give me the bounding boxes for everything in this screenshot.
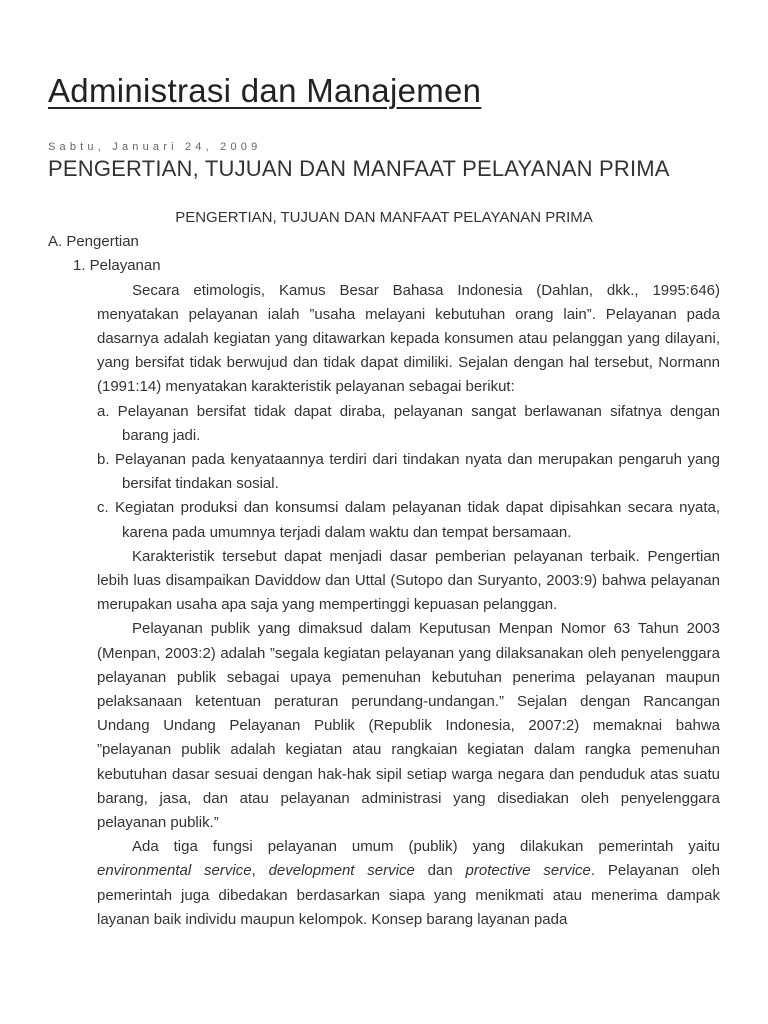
list-item-a: a. Pelayanan bersifat tidak dapat diraba, pelayanan sangat berlawanan sifatnya dengan barang jadi. (97, 402, 720, 444)
paragraph-1: Secara etimologis, Kamus Besar Bahasa Indonesia (Dahlan, dkk., 1995:646) menyatakan pelayanan ialah ”usaha melayani kebutuhan orang lain”. Pelayanan pada dasarnya adalah kegiatan yang ditawarkan kepada konsumen atau pelanggan yang dilayani, yang bersifat tidak berwujud dan tidak dapat dimiliki. Sejalan dengan hal tersebut, Normann (1991:14) menyatakan karakteristik pelayanan sebagai berikut: (97, 281, 720, 396)
post-date: Sabtu, Januari 24, 2009 (48, 141, 262, 153)
term-protective-service: protective service (465, 862, 591, 880)
body-center-title: PENGERTIAN, TUJUAN DAN MANFAAT PELAYANAN PRIMA (175, 209, 593, 226)
post-title: PENGERTIAN, TUJUAN DAN MANFAAT PELAYANAN PRIMA (48, 156, 670, 181)
paragraph-4 (97, 835, 720, 932)
paragraph-3: Pelayanan publik yang dimaksud dalam Keputusan Menpan Nomor 63 Tahun 2003 (Menpan, 2003:2) adalah ”segala kegiatan pelayanan yang dilaksanakan oleh penyelenggara pelayanan publik sebagai upaya pemenuhan kebutuhan penerima pelayanan maupun pelaksanaan ketentuan peraturan perundang-undangan.” Sejalan dengan Rancangan Undang Undang Pelayanan Publik (Republik Indonesia, 2007:2) memaknai bahwa ”pelayanan publik adalah kegiatan atau rangkaian kegiatan dalam rangka pemenuhan kebutuhan dasar sesuai dengan hak-hak sipil setiap warga negara dan penduduk atas suatu barang, jasa, dan atau pelayanan administrasi yang disediakan oleh penyelenggara pelayanan publik.” (97, 620, 720, 832)
list-item-c: c. Kegiatan produksi dan konsumsi dalam pelayanan tidak dapat dipisahkan secara nyata, karena pada umumnya terjadi dalam waktu dan tempat bersamaan. (97, 499, 720, 541)
subsection-heading-1: 1. Pelayanan (73, 257, 161, 275)
blog-title-link[interactable]: Administrasi dan Manajemen (48, 72, 482, 109)
paragraph-4-sep2: dan (414, 862, 466, 880)
paragraph-4-lead: Ada tiga fungsi pelayanan umum (publik) yang dilakukan pemerintah yaitu (132, 838, 720, 856)
section-heading-a: A. Pengertian (48, 233, 139, 251)
post-body (0, 206, 768, 932)
paragraph-2: Karakteristik tersebut dapat menjadi dasar pemberian pelayanan terbaik. Pengertian lebih luas disampaikan Daviddow dan Uttal (Sutopo dan Suryanto, 2003:9) bahwa pelayanan merupakan usaha apa saja yang mempertinggi kepuasan pelanggan. (97, 547, 720, 614)
term-development-service: development service (268, 862, 415, 880)
paragraph-4-sep1: , (251, 862, 269, 880)
term-environmental-service: environmental service (97, 862, 252, 880)
list-item-b: b. Pelayanan pada kenyataannya terdiri dari tindakan nyata dan merupakan pengaruh yang bersifat tindakan sosial. (97, 451, 720, 493)
paragraph-4-tail: . Pelayanan oleh pemerintah juga dibedakan berdasarkan siapa yang menikmati atau menerima dampak layanan baik individu maupun kelompok. Konsep barang layanan pada (97, 862, 720, 928)
